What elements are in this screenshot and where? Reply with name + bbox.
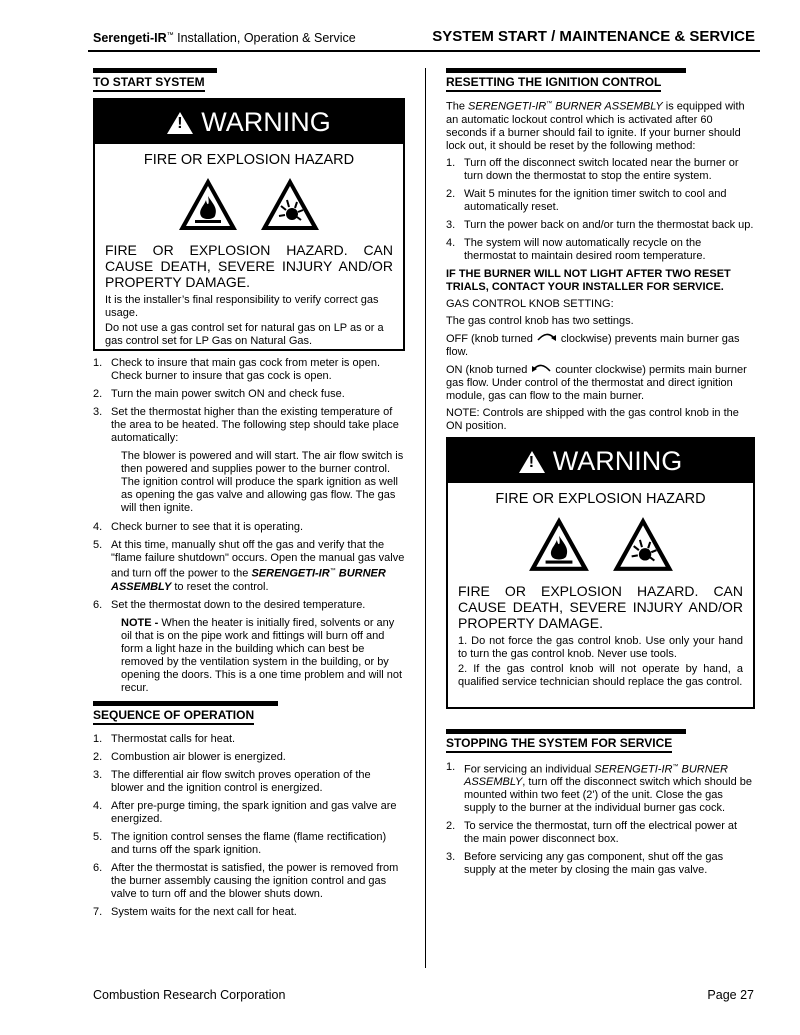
knob-heading: GAS CONTROL KNOB SETTING: [446,297,614,310]
explosion-hazard-icon [611,515,675,573]
warning-triangle-icon: ! [519,451,545,473]
section-heading [446,729,755,753]
knob-on: ON (knob turned counter clockwise) permits main burner gas flow. Under control of the thermostat and direct ignition module, gas can flow to the main burner. [446,363,747,402]
counter-clockwise-arrow-icon [530,363,552,373]
list-item: 6. After the thermostat is satisfied, the power is removed from the burner assembly causing the ignition control and gas valve to turn off and the blower shuts down. [93,861,399,900]
list-item: 2. Turn the main power switch ON and check fuse. [93,388,345,400]
list-item: 2. To service the thermostat, turn off the electrical power at the main power disconnect box. [446,820,738,846]
fire-hazard-icon [527,515,591,573]
warning-body [448,631,753,697]
footer-page-number: Page 27 [707,988,754,1002]
warning-hazard-text: FIRE OR EXPLOSION HAZARD. CAN CAUSE DEATH, SEVERE INJURY AND/OR PROPERTY DAMAGE. [458,582,743,631]
start-steps-cont [93,521,405,612]
stop-steps [446,761,755,878]
warning-subtitle: FIRE OR EXPLOSION HAZARD [495,490,706,507]
warning-para: 2. If the gas control knob will not operate by hand, a qualified service technician should replace the gas control. [458,662,743,688]
warning-para: 1. Do not force the gas control knob. Use only your hand to turn the gas control knob. Never use tools. [458,634,743,660]
warning-banner [448,439,753,483]
list-item: 4. After pre-purge timing, the spark ignition and gas valve are energized. [93,799,397,825]
list-item: 2. Wait 5 minutes for the ignition timer switch to cool and automatically reset. [446,187,727,213]
hazard-icons [448,515,753,573]
reset-steps [446,157,755,263]
list-item: 5. At this time, manually shut off the gas and verify that the "flame failure shutdown" occurs. Open the manual gas valve and turn off the power to the SERENGETI-IR™ BURNER ASSEMBLY to reset the control. [93,539,405,593]
fire-hazard-icon [177,176,239,232]
left-column [93,68,405,924]
note [93,617,405,695]
section-heading [93,68,405,92]
list-item: 3. Turn the power back on and/or turn the thermostat back up. [446,218,754,231]
knob-off: OFF (knob turned clockwise) prevents main burner gas flow. [446,332,740,358]
warning-label: WARNING [201,107,331,137]
note-text: When the heater is initially fired, solvents or any oil that is on the pipe work and fittings will burn off and form a light haze in the building which can best be removed by the ventilation system in the building, or by opening the doors. This is a one time problem and will not recur. [121,616,403,694]
warning-para: Do not use a gas control set for natural gas on LP as or a gas control set for LP Gas on Natural Gas. [105,322,384,347]
reset-title: RESETTING THE IGNITION CONTROL [446,73,661,92]
list-item: 3. Set the thermostat higher than the existing temperature of the area to be heated. The following step should take place automatically: [93,406,399,444]
hazard-icons [95,176,403,232]
reset-warning-text: IF THE BURNER WILL NOT LIGHT AFTER TWO RESET TRIALS, CONTACT YOUR INSTALLER FOR SERVICE. [446,267,731,293]
list-item: 4. Check burner to see that it is operating. [93,521,303,533]
column-divider [425,68,426,968]
sequence-title: SEQUENCE OF OPERATION [93,706,254,725]
warning-box [446,437,755,709]
knob-para: The gas control knob has two settings. [446,314,634,327]
footer-company: Combustion Research Corporation [93,988,286,1002]
section-heading [446,68,755,92]
start-steps [93,357,405,445]
note-label: NOTE - [121,616,162,629]
warning-para: It is the installer’s final responsibility to verify correct gas usage. [105,294,379,319]
right-column [446,68,755,882]
section-heading [93,701,405,725]
list-item: 7. System waits for the next call for heat. [93,905,297,918]
list-item: 3. The differential air flow switch proves operation of the blower and the ignition control is energized. [93,768,371,794]
clockwise-arrow-icon [536,332,558,342]
stop-title: STOPPING THE SYSTEM FOR SERVICE [446,734,672,753]
list-item: 1. Check to insure that main gas cock from meter is open. Check burner to insure that gas cock is open. [93,357,381,382]
reset-intro: The SERENGETI-IR™ BURNER ASSEMBLY is equipped with an automatic lockout control which is activated after 60 seconds if a burner should fail to ignite. If your burner should lock out, it should be reset by the following method: [446,100,745,152]
knob-note: NOTE: Controls are shipped with the gas control knob in the ON position. [446,406,739,432]
warning-hazard-text: FIRE OR EXPLOSION HAZARD. CAN CAUSE DEATH, SEVERE INJURY AND/OR PROPERTY DAMAGE. [105,242,393,290]
explosion-hazard-icon [259,176,321,232]
list-item: 1. For servicing an individual SERENGETI-IR™ BURNER ASSEMBLY, turn off the disconnect switch which should be mounted within two feet (2') of the unit. Close the gas supply to the burner at the individual burner gas cock. [446,760,753,815]
sequence-list [93,733,405,919]
header-title [93,31,356,45]
warning-box [93,98,405,351]
list-item: 6. Set the thermostat down to the desired temperature. [93,598,366,611]
list-item: 3. Before servicing any gas component, shut off the gas supply at the meter by closing the main gas valve. [446,851,724,877]
page-header [93,27,755,49]
warning-body [95,290,403,356]
list-item: 5. The ignition control senses the flame (flame rectification) and turns off the spark ignition. [93,830,387,856]
header-tm: ™ [166,31,174,39]
header-rule [88,50,760,52]
list-item: 4. The system will now automatically recycle on the thermostat to maintain desired room temperature. [446,236,706,262]
list-item: 1. Turn off the disconnect switch located near the burner or turn down the thermostat to stop the entire system. [446,156,739,182]
warning-label: WARNING [552,445,683,476]
header-section: SYSTEM START / MAINTENANCE & SERVICE [432,28,755,45]
list-item: 1. Thermostat calls for heat. [93,732,236,745]
warning-subtitle: FIRE OR EXPLOSION HAZARD [143,152,355,168]
start-system-title: TO START SYSTEM [93,73,205,92]
header-brand: Serengeti-IR [93,31,167,45]
step3-detail: The blower is powered and will start. The air flow switch is then powered and supplies power to the burner control. The ignition control will produce the spark ignition as well as opening the gas valve and allowing gas flow. The gas will then ignite. [121,450,404,514]
warning-triangle-icon: ! [167,112,193,134]
header-subtitle: Installation, Operation & Service [173,31,356,45]
warning-banner [95,100,403,144]
list-item: 2. Combustion air blower is energized. [93,750,286,763]
